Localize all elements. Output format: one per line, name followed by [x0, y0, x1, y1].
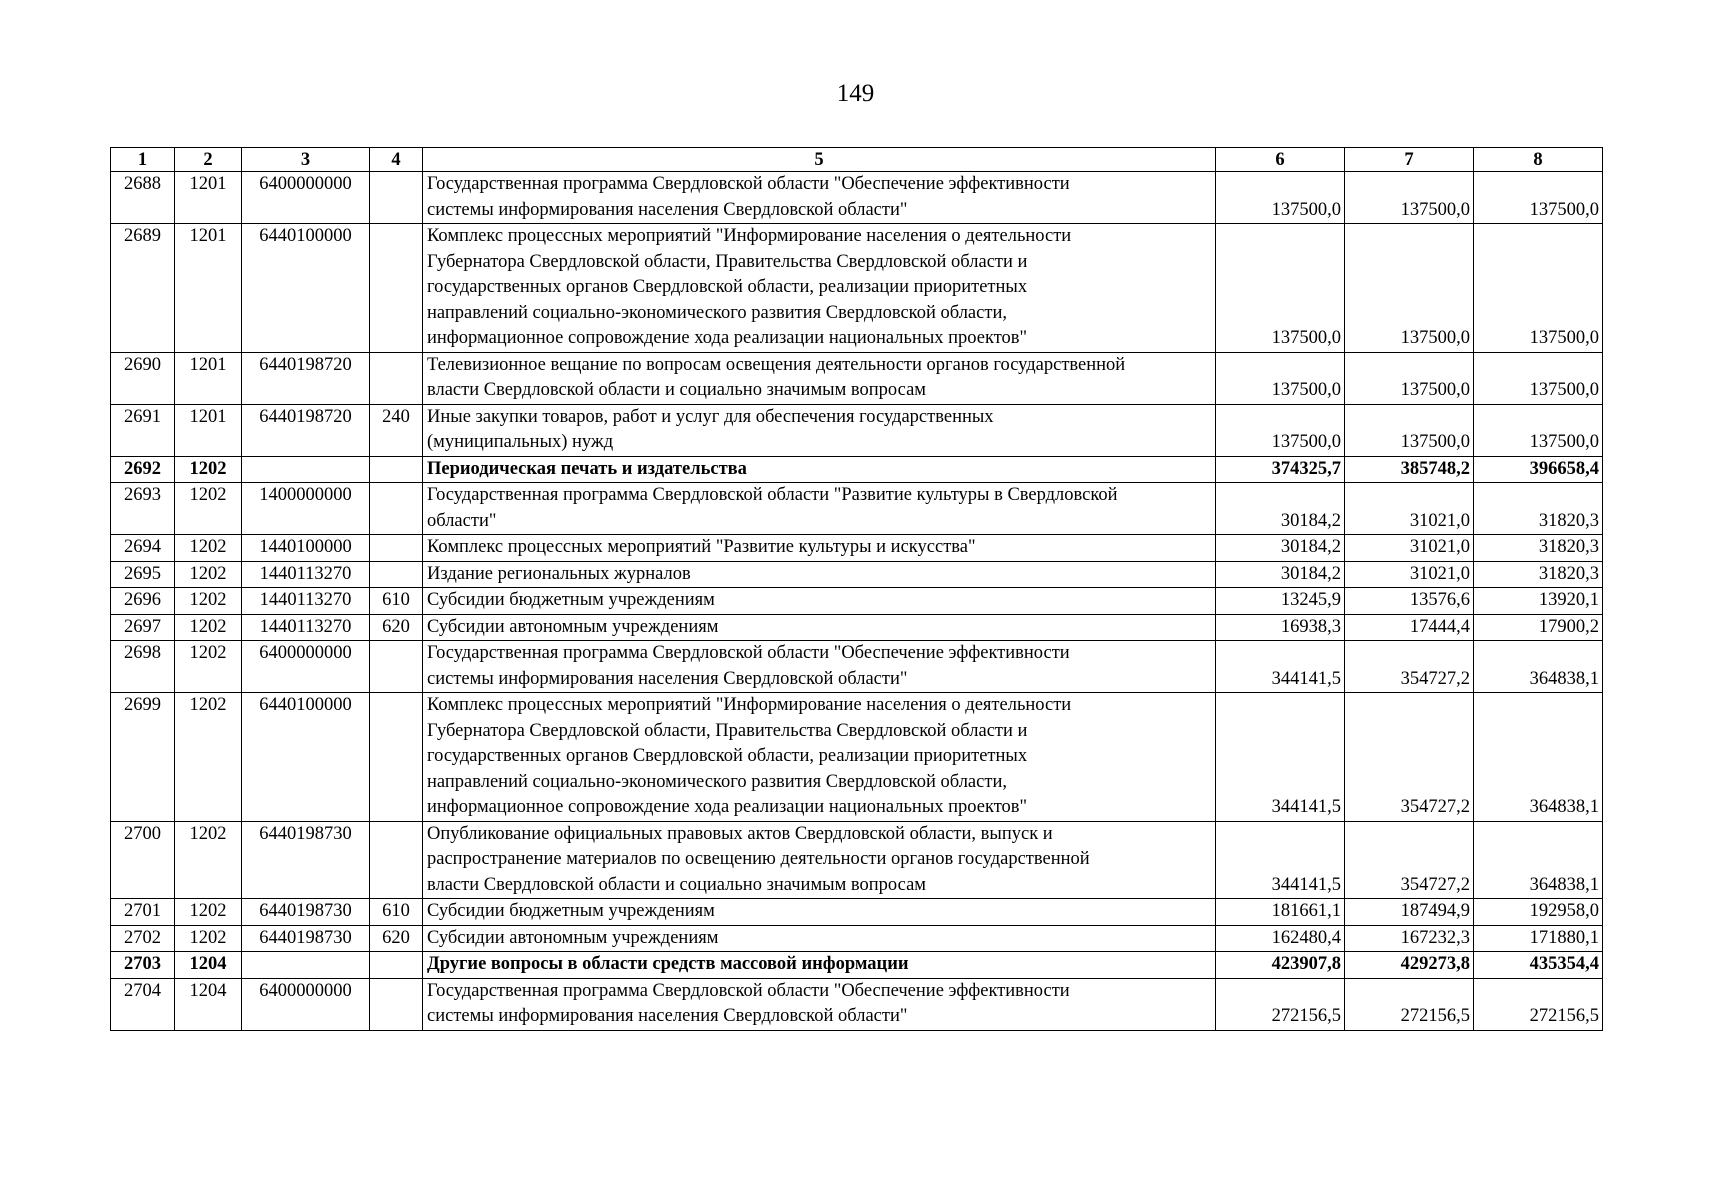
amount-col6: 137500,0: [1216, 352, 1345, 404]
header-cell-7: 7: [1345, 148, 1474, 172]
expense-type-code: 610: [370, 899, 423, 926]
table-row: [111, 588, 1603, 615]
row-number: 2702: [111, 925, 175, 952]
section-code: 1202: [175, 614, 242, 641]
amount-col7: 167232,3: [1345, 925, 1474, 952]
amount-col6: 344141,5: [1216, 641, 1345, 693]
table-row: [111, 172, 1603, 224]
row-number: 2696: [111, 588, 175, 615]
expense-type-code: [370, 224, 423, 353]
expense-type-code: [370, 352, 423, 404]
amount-col7: 354727,2: [1345, 641, 1474, 693]
row-number: 2690: [111, 352, 175, 404]
amount-col6: 137500,0: [1216, 404, 1345, 456]
header-cell-2: 2: [175, 148, 242, 172]
target-article-code: 6440198730: [242, 925, 370, 952]
header-cell-5: 5: [423, 148, 1216, 172]
row-number: 2701: [111, 899, 175, 926]
amount-col7: 31021,0: [1345, 483, 1474, 535]
section-code: 1202: [175, 641, 242, 693]
section-code: 1204: [175, 978, 242, 1030]
expense-type-code: [370, 456, 423, 483]
amount-col6: 137500,0: [1216, 224, 1345, 353]
amount-col7: 137500,0: [1345, 404, 1474, 456]
table-row: [111, 352, 1603, 404]
expense-type-code: 620: [370, 614, 423, 641]
item-name: Субсидии бюджетным учреждениям: [423, 588, 1216, 615]
expense-type-code: [370, 483, 423, 535]
section-code: 1202: [175, 925, 242, 952]
section-code: 1202: [175, 588, 242, 615]
header-row: [111, 148, 1603, 172]
amount-col7: 137500,0: [1345, 224, 1474, 353]
expense-type-code: 620: [370, 925, 423, 952]
target-article-code: 6440100000: [242, 693, 370, 822]
amount-col7: 354727,2: [1345, 821, 1474, 899]
section-code: 1202: [175, 821, 242, 899]
table-row: [111, 224, 1603, 353]
amount-col8: 17900,2: [1474, 614, 1603, 641]
row-number: 2693: [111, 483, 175, 535]
table-row: [111, 483, 1603, 535]
amount-col7: 385748,2: [1345, 456, 1474, 483]
item-name: Субсидии автономным учреждениям: [423, 614, 1216, 641]
amount-col8: 137500,0: [1474, 172, 1603, 224]
item-name: Субсидии автономным учреждениям: [423, 925, 1216, 952]
target-article-code: 6440198720: [242, 404, 370, 456]
amount-col7: 354727,2: [1345, 693, 1474, 822]
row-number: 2689: [111, 224, 175, 353]
amount-col8: 364838,1: [1474, 821, 1603, 899]
amount-col7: 31021,0: [1345, 535, 1474, 562]
row-number: 2700: [111, 821, 175, 899]
amount-col6: 344141,5: [1216, 821, 1345, 899]
row-number: 2703: [111, 952, 175, 979]
amount-col7: 13576,6: [1345, 588, 1474, 615]
amount-col7: 31021,0: [1345, 561, 1474, 588]
target-article-code: 1440100000: [242, 535, 370, 562]
expense-type-code: [370, 952, 423, 979]
amount-col8: 364838,1: [1474, 693, 1603, 822]
amount-col8: 137500,0: [1474, 404, 1603, 456]
row-number: 2699: [111, 693, 175, 822]
expense-type-code: [370, 978, 423, 1030]
item-name: Комплекс процессных мероприятий "Информирование населения о деятельности Губернатора Свердловской области, Правительства Свердловской области и государственных органов Свердловской области, реализации приоритетных направлений социально-экономического развития Свердловской области, информационное сопровождение хода реализации национальных проектов": [423, 224, 1216, 353]
item-name: Комплекс процессных мероприятий "Развитие культуры и искусства": [423, 535, 1216, 562]
amount-col6: 137500,0: [1216, 172, 1345, 224]
expense-type-code: [370, 641, 423, 693]
amount-col8: 435354,4: [1474, 952, 1603, 979]
item-name: Другие вопросы в области средств массовой информации: [423, 952, 1216, 979]
row-number: 2694: [111, 535, 175, 562]
amount-col8: 137500,0: [1474, 224, 1603, 353]
target-article-code: 6400000000: [242, 641, 370, 693]
target-article-code: 6440198730: [242, 821, 370, 899]
section-code: 1202: [175, 483, 242, 535]
target-article-code: [242, 952, 370, 979]
amount-col6: 30184,2: [1216, 483, 1345, 535]
table-row: [111, 535, 1603, 562]
table-row: [111, 899, 1603, 926]
table-body: [111, 172, 1603, 1031]
amount-col7: 429273,8: [1345, 952, 1474, 979]
page-number: 149: [836, 80, 875, 107]
expense-type-code: [370, 693, 423, 822]
section-code: 1202: [175, 899, 242, 926]
table-row: [111, 641, 1603, 693]
section-code: 1202: [175, 693, 242, 822]
row-number: 2688: [111, 172, 175, 224]
section-code: 1201: [175, 404, 242, 456]
row-number: 2692: [111, 456, 175, 483]
amount-col8: 13920,1: [1474, 588, 1603, 615]
row-number: 2697: [111, 614, 175, 641]
table-row: [111, 614, 1603, 641]
amount-col6: 13245,9: [1216, 588, 1345, 615]
amount-col7: 17444,4: [1345, 614, 1474, 641]
budget-table: [110, 147, 1603, 1031]
row-number: 2691: [111, 404, 175, 456]
table-row: [111, 821, 1603, 899]
amount-col8: 364838,1: [1474, 641, 1603, 693]
amount-col6: 181661,1: [1216, 899, 1345, 926]
amount-col6: 30184,2: [1216, 561, 1345, 588]
header-cell-1: 1: [111, 148, 175, 172]
amount-col6: 423907,8: [1216, 952, 1345, 979]
amount-col7: 272156,5: [1345, 978, 1474, 1030]
amount-col8: 137500,0: [1474, 352, 1603, 404]
expense-type-code: [370, 561, 423, 588]
table-row: [111, 693, 1603, 822]
amount-col8: 396658,4: [1474, 456, 1603, 483]
item-name: Государственная программа Свердловской области "Обеспечение эффективности системы информирования населения Свердловской области": [423, 641, 1216, 693]
section-code: 1202: [175, 561, 242, 588]
table-row: [111, 925, 1603, 952]
item-name: Телевизионное вещание по вопросам освещения деятельности органов государственной власти Свердловской области и социально значимым вопросам: [423, 352, 1216, 404]
section-code: 1201: [175, 352, 242, 404]
amount-col8: 31820,3: [1474, 483, 1603, 535]
target-article-code: 6440100000: [242, 224, 370, 353]
amount-col6: 30184,2: [1216, 535, 1345, 562]
expense-type-code: 610: [370, 588, 423, 615]
item-name: Субсидии бюджетным учреждениям: [423, 899, 1216, 926]
item-name: Государственная программа Свердловской области "Обеспечение эффективности системы информирования населения Свердловской области": [423, 978, 1216, 1030]
section-code: 1201: [175, 224, 242, 353]
amount-col6: 162480,4: [1216, 925, 1345, 952]
item-name: Опубликование официальных правовых актов Свердловской области, выпуск и распространение материалов по освещению деятельности органов государственной власти Свердловской области и социально значимым вопросам: [423, 821, 1216, 899]
table-row: [111, 952, 1603, 979]
item-name: Комплекс процессных мероприятий "Информирование населения о деятельности Губернатора Свердловской области, Правительства Свердловской области и государственных органов Свердловской области, реализации приоритетных направлений социально-экономического развития Свердловской области, информационное сопровождение хода реализации национальных проектов": [423, 693, 1216, 822]
amount-col6: 16938,3: [1216, 614, 1345, 641]
table-row: [111, 456, 1603, 483]
amount-col8: 31820,3: [1474, 561, 1603, 588]
table-row: [111, 404, 1603, 456]
table-header: [111, 148, 1603, 172]
header-cell-3: 3: [242, 148, 370, 172]
expense-type-code: [370, 821, 423, 899]
target-article-code: 1400000000: [242, 483, 370, 535]
amount-col6: 374325,7: [1216, 456, 1345, 483]
target-article-code: 6400000000: [242, 172, 370, 224]
target-article-code: 1440113270: [242, 588, 370, 615]
table-row: [111, 978, 1603, 1030]
amount-col7: 137500,0: [1345, 352, 1474, 404]
amount-col8: 31820,3: [1474, 535, 1603, 562]
item-name: Иные закупки товаров, работ и услуг для обеспечения государственных (муниципальных) нужд: [423, 404, 1216, 456]
item-name: Издание региональных журналов: [423, 561, 1216, 588]
expense-type-code: [370, 535, 423, 562]
amount-col8: 272156,5: [1474, 978, 1603, 1030]
amount-col6: 344141,5: [1216, 693, 1345, 822]
item-name: Государственная программа Свердловской области "Развитие культуры в Свердловской области": [423, 483, 1216, 535]
target-article-code: [242, 456, 370, 483]
table-row: [111, 561, 1603, 588]
section-code: 1201: [175, 172, 242, 224]
expense-type-code: 240: [370, 404, 423, 456]
section-code: 1204: [175, 952, 242, 979]
amount-col8: 192958,0: [1474, 899, 1603, 926]
section-code: 1202: [175, 456, 242, 483]
target-article-code: 1440113270: [242, 561, 370, 588]
header-cell-6: 6: [1216, 148, 1345, 172]
row-number: 2704: [111, 978, 175, 1030]
target-article-code: 6440198720: [242, 352, 370, 404]
header-cell-4: 4: [370, 148, 423, 172]
target-article-code: 1440113270: [242, 614, 370, 641]
target-article-code: 6440198730: [242, 899, 370, 926]
amount-col8: 171880,1: [1474, 925, 1603, 952]
target-article-code: 6400000000: [242, 978, 370, 1030]
amount-col7: 137500,0: [1345, 172, 1474, 224]
item-name: Периодическая печать и издательства: [423, 456, 1216, 483]
section-code: 1202: [175, 535, 242, 562]
expense-type-code: [370, 172, 423, 224]
header-cell-8: 8: [1474, 148, 1603, 172]
row-number: 2695: [111, 561, 175, 588]
row-number: 2698: [111, 641, 175, 693]
item-name: Государственная программа Свердловской области "Обеспечение эффективности системы информирования населения Свердловской области": [423, 172, 1216, 224]
amount-col6: 272156,5: [1216, 978, 1345, 1030]
amount-col7: 187494,9: [1345, 899, 1474, 926]
